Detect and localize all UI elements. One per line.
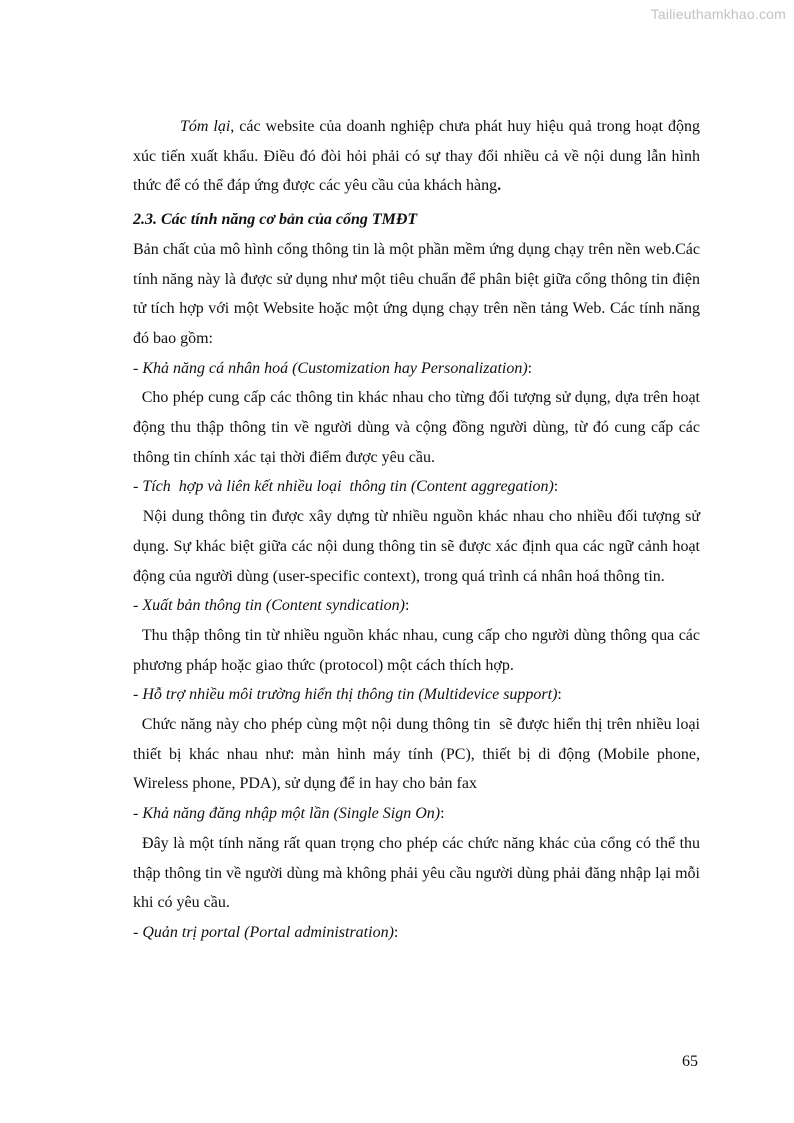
feature-body: Cho phép cung cấp các thông tin khác nhau cho từng đối tượng sử dụng, dựa trên hoạt động thu thập thông tin về người dùng và cộng đồng người dùng, từ đó cung cấp các thông tin chính xác tại thời điểm được yêu cầu. [133,389,705,466]
feature-title-text: - Quản trị portal (Portal administration) [133,923,394,941]
feature-title-text: - Khả năng cá nhân hoá (Customization hay Personalization) [133,359,528,377]
feature-title [133,354,700,384]
feature-title [133,918,700,948]
page-number: 65 [682,1053,698,1070]
feature-title-colon: : [440,805,445,823]
feature-title [133,472,700,502]
feature-item [133,472,704,591]
intro-italic-lead: Tóm lại, [180,118,235,135]
intro-text: các website của doanh nghiệp chưa phát huy hiệu quả trong hoạt động xúc tiến xuất khẩu. Điều đó đòi hỏi phải có sự thay đổi nhiều cả về nội dung lẫn hình thức để có thể đáp ứng được các yêu cầu của khách hàng [133,118,701,195]
feature-title-colon: : [404,597,410,615]
section-intro: Bản chất của mô hình cổng thông tin là một phần mềm ứng dụng chạy trên nền web.Các tính năng này là được sử dụng như một tiêu chuẩn để phân biệt giữa cổng thông tin điện tử tích hợp với một Website hoặc một ứng dụng chạy trên nền tảng Web. Các tính năng đó bao gồm: [133,240,700,347]
section-heading: 2.3. Các tính năng cơ bản của cổng TMĐT [133,211,418,229]
intro-paragraph [133,112,700,201]
feature-title [133,799,700,829]
feature-body: Đây là một tính năng rất quan trọng cho phép các chức năng khác của cổng có thể thu thập thông tin về người dùng mà không phải yêu cầu người dùng phải đăng nhập lại mỗi khi có yêu cầu. [133,834,705,912]
feature-title [133,680,700,710]
feature-item [133,591,704,680]
feature-item [133,918,700,948]
feature-body: Nội dung thông tin được xây dựng từ nhiều nguồn khác nhau cho nhiều đối tượng sử dụng. Sự khác biệt giữa các nội dung thông tin sẽ được xác định qua các ngữ cảnh hoạt động của người dùng (user-specific context), trong quá trình cá nhân hoá thông tin. [133,508,704,585]
feature-title-colon: : [553,478,559,496]
feature-title-text: - Hỗ trợ nhiều môi trường hiển thị thông tin (Multidevice support) [133,686,558,704]
page-body [133,112,705,948]
feature-list [133,354,705,948]
watermark: Tailieuthamkhao.com [650,6,786,22]
feature-title-text: - Tích hợp và liên kết nhiều loại thông tin (Content aggregation) [133,478,554,496]
feature-title-colon: : [557,686,562,704]
feature-title-colon: : [393,923,399,941]
feature-body: Chức năng này cho phép cùng một nội dung thông tin sẽ được hiển thị trên nhiều loại thiết bị khác nhau như: màn hình máy tính (PC), thiết bị di động (Mobile phone, Wireless phone, PDA), sử dụng để in hay cho bản fax [133,716,704,793]
feature-item [133,354,705,473]
feature-title-colon: : [527,359,533,377]
intro-end-period: . [497,177,502,195]
feature-title-text: - Khả năng đăng nhập một lần (Single Sign On) [133,805,441,823]
feature-title [133,591,700,621]
feature-body: Thu thập thông tin từ nhiều nguồn khác nhau, cung cấp cho người dùng thông qua các phương pháp hoặc giao thức (protocol) một cách thích hợp. [133,626,704,674]
feature-title-text: - Xuất bản thông tin (Content syndication) [133,597,405,615]
feature-item [133,799,705,918]
feature-item [133,680,704,799]
